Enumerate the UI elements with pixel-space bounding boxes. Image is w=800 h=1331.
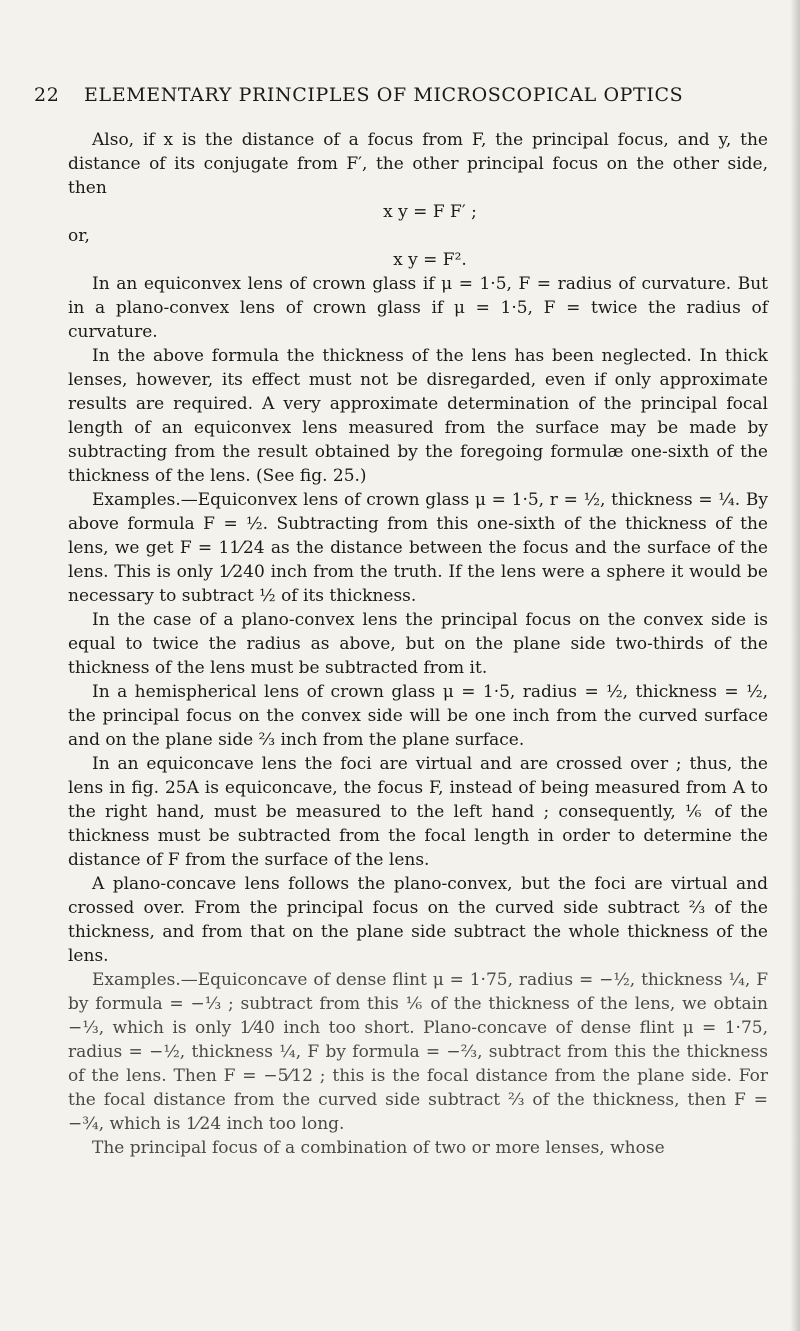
running-header xyxy=(34,84,764,106)
paragraph-plano-convex: In the case of a plano-convex lens the principal focus on the convex side is equal to twice the radius as above, but on the plane side two-thirds of the thickness of the lens must be subtracted from it. xyxy=(68,610,768,678)
equation-xy-f-squared: x y = F². xyxy=(393,250,467,270)
page-number: 22 xyxy=(34,84,60,106)
paragraph-plano-concave: A plano-concave lens follows the plano-convex, but the foci are virtual and crossed over. From the principal focus on the curved side subtract ⅔ of the thickness, and from that on the plane side subtract the whole thickness of the lens. xyxy=(68,874,768,966)
equation-xy-ff: x y = F F′ ; xyxy=(383,202,477,222)
paragraph-examples-flint: Examples.—Equiconcave of dense flint μ = 1·75, radius = −½, thickness ¼, F by formula = −⅓ ; subtract from this ⅙ of the thickness of the lens, we obtain −⅓, which is only 1⁄40 inch too short. Plano-concave of dense flint μ = 1·75, radius = −½, thickness ¼, F by formula = −⅔, subtract from this the thickness of the lens. Then F = −5⁄12 ; this is the focal distance from the plane side. For the focal distance from the curved side subtract ⅔ of the thickness, then F = −¾, which is 1⁄24 inch too long. xyxy=(68,970,768,1134)
paragraph-equiconcave: In an equiconcave lens the foci are virtual and are crossed over ; thus, the lens in fig. 25A is equiconcave, the focus F, instead of being measured from A to the right hand, must be measured to the left hand ; consequently, ⅙ of the thickness must be subtracted from the focal length in order to determine the distance of F from the surface of the lens. xyxy=(68,754,768,870)
paragraph-hemispherical: In a hemispherical lens of crown glass μ = 1·5, radius = ½, thickness = ½, the principal focus on the convex side will be one inch from the curved surface and on the plane side ⅔ inch from the plane surface. xyxy=(68,682,768,750)
running-title: ELEMENTARY PRINCIPLES OF MICROSCOPICAL OPTICS xyxy=(84,84,684,106)
body-text xyxy=(68,128,768,1160)
paragraph-thick-lenses: In the above formula the thickness of the lens has been neglected. In thick lenses, however, its effect must not be disregarded, even if only approximate results are required. A very approximate determination of the principal focal length of an equiconvex lens measured from the surface may be made by subtracting from the result obtained by the foregoing formulæ one-sixth of the thickness of the lens. (See fig. 25.) xyxy=(68,346,768,486)
paragraph-combination: The principal focus of a combination of two or more lenses, whose xyxy=(92,1138,665,1158)
paragraph-examples-equiconvex: Examples.—Equiconvex lens of crown glass μ = 1·5, r = ½, thickness = ¼. By above formula F = ½. Subtracting from this one-sixth of the thickness of the lens, we get F = 11⁄24 as the distance between the focus and the surface of the lens. This is only 1⁄240 inch from the truth. If the lens were a sphere it would be necessary to subtract ½ of its thickness. xyxy=(68,490,768,606)
word-or: or, xyxy=(68,226,90,246)
paragraph-crown-glass: In an equiconvex lens of crown glass if μ = 1·5, F = radius of curvature. But in a plano-convex lens of crown glass if μ = 1·5, F = twice the radius of curvature. xyxy=(68,274,768,342)
paragraph-conjugate-foci: Also, if x is the distance of a focus from F, the principal focus, and y, the distance of its conjugate from F′, the other principal focus on the other side, then xyxy=(68,130,768,198)
